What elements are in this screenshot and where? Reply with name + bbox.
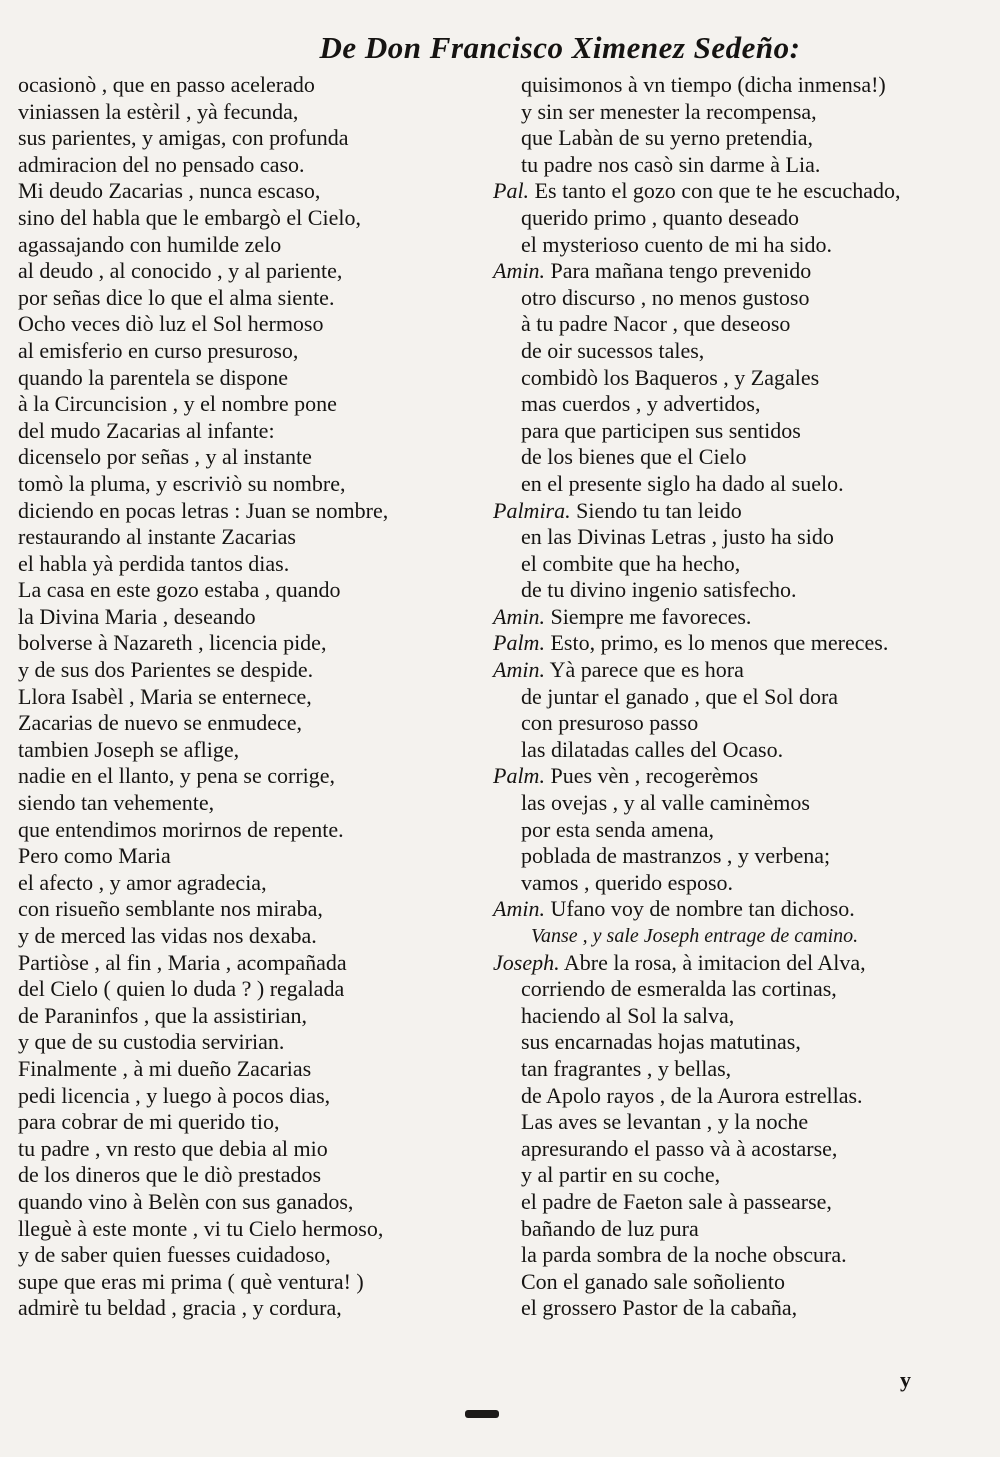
verse-line: el habla yà perdida tantos dias.: [18, 550, 290, 576]
verse-line: tan fragrantes , y bellas,: [521, 1055, 732, 1081]
stage-direction: Vanse , y sale Joseph entrage de camino.: [531, 925, 859, 947]
verse-line: à tu padre Nacor , que deseoso: [521, 311, 791, 337]
speech-text: Es tanto el gozo con que te he escuchado,: [534, 178, 901, 204]
verse-line: Finalmente , à mi dueño Zacarias: [18, 1055, 312, 1081]
verse-line: las dilatadas calles del Ocaso.: [521, 736, 784, 762]
verse-line: sus encarnadas hojas matutinas,: [521, 1029, 801, 1055]
verse-line: querido primo , quanto deseado: [521, 204, 799, 230]
verse-line: apresurando el passo và à acostarse,: [521, 1135, 838, 1161]
verse-line: de juntar el ganado , que el Sol dora: [521, 683, 839, 709]
verse-line: poblada de mastranzos , y verbena;: [521, 843, 831, 869]
verse-line: de los dineros que le diò prestados: [18, 1162, 322, 1188]
speaker-name: Amin.: [493, 603, 545, 629]
printer-ornament: [465, 1410, 499, 1418]
verse-line: en las Divinas Letras , justo ha sido: [521, 524, 834, 550]
verse-line: La casa en este gozo estaba , quando: [18, 577, 341, 603]
right-column: [493, 72, 985, 1322]
speech-text: Yà parece que es hora: [549, 657, 744, 683]
verse-line: admirè tu beldad , gracia , y cordura,: [18, 1295, 342, 1321]
verse-line: à la Circuncision , y el nombre pone: [18, 391, 337, 417]
verse-line: nadie en el llanto, y pena se corrige,: [18, 763, 336, 789]
speech-text: Esto, primo, es lo menos que mereces.: [550, 630, 889, 656]
verse-line: con risueño semblante nos miraba,: [18, 896, 323, 922]
speaker-name: Amin.: [493, 896, 545, 922]
verse-line: sino del habla que le embargò el Cielo,: [18, 204, 361, 230]
speech-text: Para mañana tengo prevenido: [550, 258, 812, 284]
speech-line: [493, 630, 985, 657]
speech-line: [493, 657, 985, 684]
verse-line: de Paraninfos , que la assistirian,: [18, 1002, 307, 1028]
speech-text: Abre la rosa, à imitacion del Alva,: [563, 949, 866, 975]
verse-line: del mudo Zacarias al infante:: [18, 417, 275, 443]
verse-line: y sin ser menester la recompensa,: [521, 98, 817, 124]
speech-line: [493, 950, 985, 977]
verse-line: vamos , querido esposo.: [521, 869, 734, 895]
verse-line: viniassen la estèril , yà fecunda,: [18, 98, 299, 124]
verse-line: y de saber quien fuesses cuidadoso,: [18, 1242, 331, 1268]
verse-line: haciendo al Sol la salva,: [521, 1002, 735, 1028]
verse-line: y de merced las vidas nos dexaba.: [18, 923, 317, 948]
verse-line: restaurando al instante Zacarias: [18, 524, 296, 550]
verse-line: con presuroso passo: [521, 710, 699, 736]
verse-line: Partiòse , al fin , Maria , acompañada: [18, 949, 347, 975]
verse-line: de los bienes que el Cielo: [521, 444, 747, 470]
verse-line: Con el ganado sale soñoliento: [521, 1268, 785, 1294]
left-column: [18, 72, 488, 1322]
verse-line: Mi deudo Zacarias , nunca escaso,: [18, 178, 321, 204]
verse-line: que entendimos morirnos de repente.: [18, 816, 344, 842]
verse-line: de tu divino ingenio satisfecho.: [521, 577, 797, 603]
verse-line: al deudo , al conocido , y al pariente,: [18, 258, 343, 284]
verse-line: mas cuerdos , y advertidos,: [521, 391, 761, 417]
speech-line: [493, 896, 985, 923]
verse-line: agassajando con humilde zelo: [18, 231, 282, 257]
speech-line: [493, 498, 985, 525]
speaker-name: Amin.: [493, 657, 545, 683]
verse-line: supe que eras mi prima ( què ventura! ): [18, 1268, 364, 1294]
verse-line: Zacarias de nuevo se enmudece,: [18, 710, 303, 736]
verse-line: siendo tan vehemente,: [18, 790, 215, 816]
verse-line: el afecto , y amor agradecia,: [18, 869, 267, 895]
verse-line: tomò la pluma, y escriviò su nombre,: [18, 470, 346, 496]
verse-line: por señas dice lo que el alma siente.: [18, 284, 335, 310]
verse-line: de Apolo rayos , de la Aurora estrellas.: [521, 1082, 863, 1108]
speech-text: Pues vèn , recogerèmos: [550, 763, 759, 789]
verse-line: al emisferio en curso presuroso,: [18, 337, 299, 363]
verse-line: ocasionò , que en passo acelerado: [18, 72, 315, 97]
speech-line: [493, 604, 985, 631]
verse-line: el mysterioso cuento de mi ha sido.: [521, 231, 832, 257]
verse-line: el grossero Pastor de la cabaña,: [521, 1295, 798, 1321]
running-header: De Don Francisco Ximenez Sedeño:: [319, 30, 801, 65]
speaker-name: Palm.: [493, 763, 545, 789]
verse-line: diciendo en pocas letras : Juan se nombre,: [18, 497, 389, 523]
verse-line: combidò los Baqueros , y Zagales: [521, 364, 820, 390]
verse-line: quando vino à Belèn con sus ganados,: [18, 1188, 354, 1214]
verse-line: otro discurso , no menos gustoso: [521, 284, 810, 310]
verse-line: sus parientes, y amigas, con profunda: [18, 125, 349, 151]
verse-line: por esta senda amena,: [521, 816, 715, 842]
verse-line: corriendo de esmeralda las cortinas,: [521, 976, 837, 1002]
verse-line: en el presente siglo ha dado al suelo.: [521, 470, 844, 496]
verse-line: y al partir en su coche,: [521, 1162, 721, 1188]
speaker-name: Palmira.: [493, 497, 571, 523]
verse-line: admiracion del no pensado caso.: [18, 151, 305, 177]
verse-line: Ocho veces diò luz el Sol hermoso: [18, 311, 324, 337]
speech-text: Ufano voy de nombre tan dichoso.: [550, 896, 855, 922]
verse-line: las ovejas , y al valle caminèmos: [521, 790, 810, 816]
speech-text: Siendo tu tan leido: [576, 497, 742, 523]
verse-line: Pero como Maria: [18, 843, 171, 869]
speaker-name: Pal.: [493, 178, 530, 204]
verse-line: tu padre nos casò sin darme à Lia.: [521, 151, 821, 177]
speech-line: [493, 178, 985, 205]
verse-line: el combite que ha hecho,: [521, 550, 741, 576]
speech-line: [493, 258, 985, 285]
verse-line: quando la parentela se dispone: [18, 364, 289, 390]
verse-line: el padre de Faeton sale à passearse,: [521, 1188, 832, 1214]
verse-line: para cobrar de mi querido tio,: [18, 1109, 280, 1135]
verse-line: para que participen sus sentidos: [521, 417, 801, 443]
speaker-name: Joseph.: [493, 949, 560, 975]
verse-line: la Divina Maria , deseando: [18, 603, 256, 629]
verse-line: y que de su custodia servirian.: [18, 1029, 285, 1055]
speech-line: [493, 763, 985, 790]
verse-line: y de sus dos Parientes se despide.: [18, 657, 314, 683]
catchword: y: [900, 1367, 911, 1392]
verse-line: quisimonos à vn tiempo (dicha inmensa!): [521, 72, 886, 97]
verse-line: tambien Joseph se aflige,: [18, 736, 240, 762]
verse-line: pedi licencia , y luego à pocos dias,: [18, 1082, 331, 1108]
verse-line: Las aves se levantan , y la noche: [521, 1109, 809, 1135]
verse-line: bañando de luz pura: [521, 1215, 699, 1241]
verse-line: bolverse à Nazareth , licencia pide,: [18, 630, 327, 656]
verse-line: que Labàn de su yerno pretendia,: [521, 125, 813, 151]
speaker-name: Amin.: [493, 258, 545, 284]
verse-line: la parda sombra de la noche obscura.: [521, 1242, 847, 1268]
verse-line: dicenselo por señas , y al instante: [18, 444, 312, 470]
verse-line: del Cielo ( quien lo duda ? ) regalada: [18, 976, 345, 1002]
speech-text: Siempre me favoreces.: [550, 603, 752, 629]
speaker-name: Palm.: [493, 630, 545, 656]
verse-line: tu padre , vn resto que debia al mio: [18, 1135, 328, 1161]
verse-line: lleguè à este monte , vi tu Cielo hermoso,: [18, 1215, 384, 1241]
verse-line: de oir sucessos tales,: [521, 337, 705, 363]
verse-line: Llora Isabèl , Maria se enternece,: [18, 683, 312, 709]
